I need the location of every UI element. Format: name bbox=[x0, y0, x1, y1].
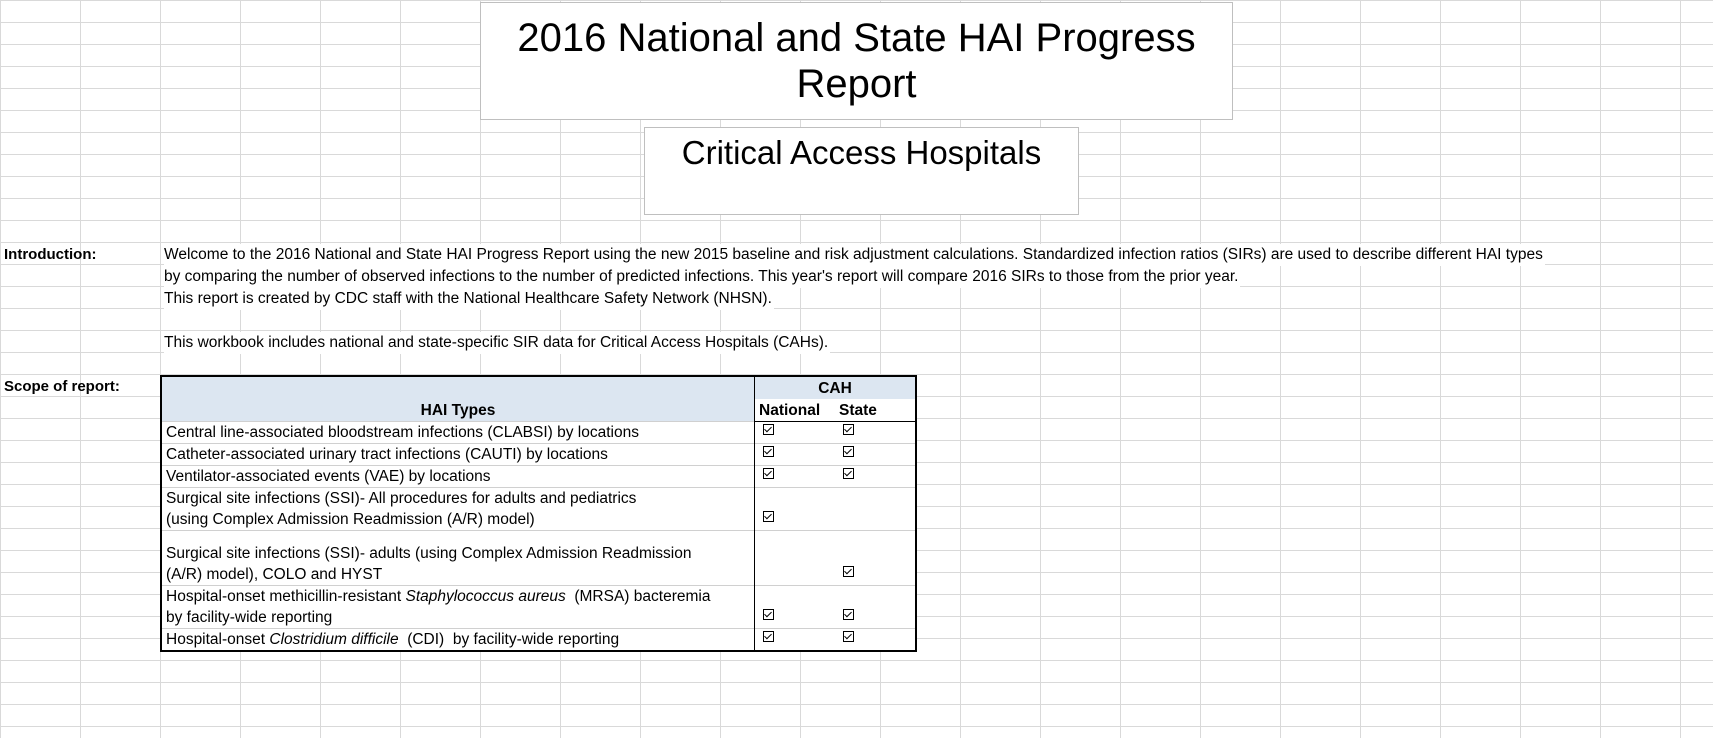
report-subtitle: Critical Access Hospitals bbox=[681, 134, 1042, 171]
checkbox-checked-icon bbox=[763, 424, 774, 435]
hai-type-ssi-all bbox=[161, 488, 755, 531]
intro-line-2: by comparing the number of observed infections to the number of predicted infections. This year's report will compare 2016 SIRs to those from the prior year. bbox=[164, 266, 1240, 288]
checkbox-checked-icon bbox=[843, 468, 854, 479]
table-row bbox=[161, 531, 916, 586]
hai-type-cdi-italic: Clostridium difficile bbox=[269, 631, 399, 648]
hai-type-vae: Ventilator-associated events (VAE) by locations bbox=[161, 466, 755, 488]
report-subtitle-box bbox=[644, 127, 1079, 215]
hai-type-cauti: Catheter-associated urinary tract infections (CAUTI) by locations bbox=[161, 444, 755, 466]
table-row bbox=[161, 488, 916, 531]
checkbox-checked-icon bbox=[763, 631, 774, 642]
checkbox-checked-icon bbox=[763, 446, 774, 457]
hai-type-ssi-all-line2: (using Complex Admission Readmission (A/R) model) bbox=[166, 511, 535, 528]
hai-type-mrsa-pre: Hospital-onset methicillin-resistant bbox=[166, 588, 406, 605]
hai-type-ssi-adults-line1: Surgical site infections (SSI)- adults (using Complex Admission Readmission bbox=[166, 545, 692, 562]
hai-type-ssi-adults bbox=[161, 531, 755, 586]
checkbox-checked-icon bbox=[763, 609, 774, 620]
table-row bbox=[161, 466, 916, 488]
table-row bbox=[161, 586, 916, 629]
hai-type-mrsa-line2: by facility-wide reporting bbox=[166, 609, 333, 626]
report-title: 2016 National and State HAI Progress Report bbox=[517, 16, 1196, 106]
checkbox-checked-icon bbox=[843, 566, 854, 577]
introduction-label: Introduction: bbox=[4, 246, 97, 263]
intro-line-3: This report is created by CDC staff with the National Healthcare Safety Network (NHSN). bbox=[164, 288, 774, 310]
scope-label: Scope of report: bbox=[4, 378, 120, 395]
hai-type-mrsa-italic: Staphylococcus aureus bbox=[405, 588, 566, 605]
hai-type-cdi-post: (CDI) by facility-wide reporting bbox=[398, 631, 620, 648]
hai-type-cdi-pre: Hospital-onset bbox=[166, 631, 270, 648]
cah-header: CAH bbox=[755, 376, 917, 399]
table-row bbox=[161, 444, 916, 466]
hai-types-header: HAI Types bbox=[161, 376, 755, 422]
checkbox-checked-icon bbox=[843, 424, 854, 435]
checkbox-checked-icon bbox=[843, 609, 854, 620]
checkbox-checked-icon bbox=[843, 446, 854, 457]
checkbox-checked-icon bbox=[763, 511, 774, 522]
checkbox-checked-icon bbox=[843, 631, 854, 642]
report-title-box bbox=[480, 2, 1233, 120]
hai-type-cdi bbox=[161, 629, 755, 652]
scope-table bbox=[160, 375, 917, 652]
hai-type-mrsa bbox=[161, 586, 755, 629]
hai-type-mrsa-post: (MRSA) bacteremia bbox=[565, 588, 711, 605]
checkbox-checked-icon bbox=[763, 468, 774, 479]
hai-type-ssi-all-line1: Surgical site infections (SSI)- All procedures for adults and pediatrics bbox=[166, 490, 637, 507]
intro-line-1: Welcome to the 2016 National and State HAI Progress Report using the new 2015 baseline and risk adjustment calculations. Standardized infection ratios (SIRs) are used to describe different HAI types bbox=[164, 244, 1545, 266]
state-header: State bbox=[835, 399, 916, 422]
intro-line-4: This workbook includes national and state-specific SIR data for Critical Access Hospitals (CAHs). bbox=[164, 332, 830, 354]
hai-type-clabsi: Central line-associated bloodstream infections (CLABSI) by locations bbox=[161, 422, 755, 444]
hai-type-ssi-adults-line2: (A/R) model), COLO and HYST bbox=[166, 566, 383, 583]
table-row bbox=[161, 422, 916, 444]
national-header: National bbox=[755, 399, 836, 422]
table-row bbox=[161, 629, 916, 652]
